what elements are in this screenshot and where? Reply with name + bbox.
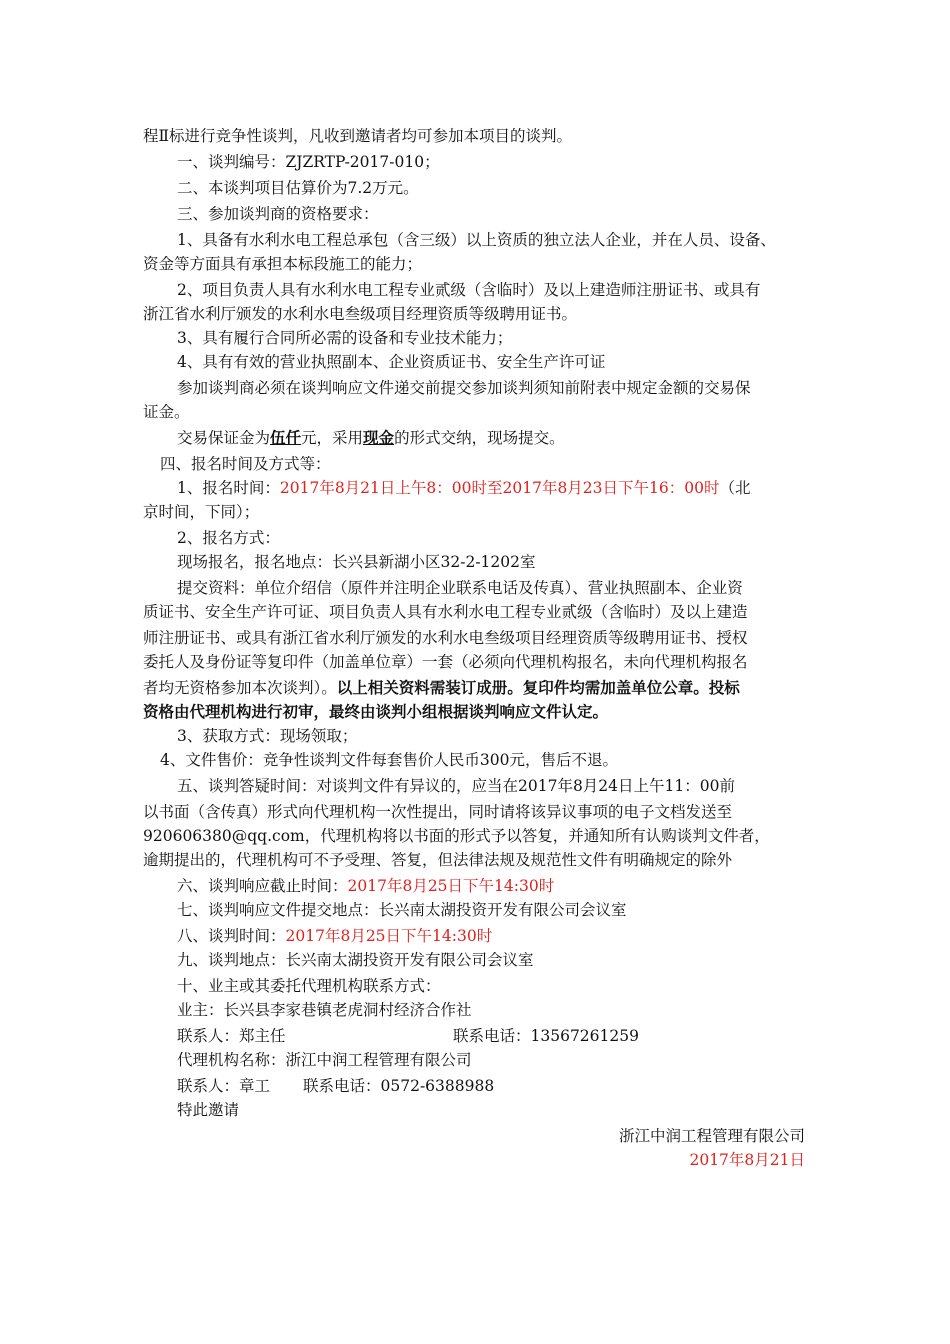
- deposit-text: 的形式交纳，现场提交。: [394, 429, 565, 447]
- deadline-value: 2017年8月25日下午14:30时: [347, 877, 555, 895]
- paragraph-line: 4、具有有效的营业执照副本、企业资质证书、安全生产许可证: [177, 353, 606, 371]
- paragraph-line: 九、谈判地点：长兴南太湖投资开发有限公司会议室: [177, 951, 534, 969]
- owner-line: 业主：长兴县李家巷镇老虎洞村经济合作社: [177, 1001, 472, 1019]
- paragraph-line: 资金等方面具有承担本标段施工的能力；: [143, 255, 423, 273]
- paragraph-line: 京时间，下同）；: [143, 503, 260, 521]
- paragraph-line: [143, 676, 740, 700]
- paragraph-line: 3、具有履行合同所必需的设备和专业技术能力；: [177, 329, 513, 347]
- contact-phone: 联系电话：0572-6388988: [303, 1077, 495, 1095]
- paragraph-line: 2、项目负责人具有水利水电工程专业贰级（含临时）及以上建造师注册证书、或具有: [177, 281, 761, 299]
- label-text: 六、谈判响应截止时间：: [177, 877, 348, 895]
- negotiation-time-value: 2017年8月25日下午14:30时: [285, 927, 493, 945]
- paragraph-line: 证金。: [143, 403, 190, 421]
- registration-place-line: 现场报名，报名地点：长兴县新湖小区32-2-1202室: [177, 553, 536, 571]
- section-heading: 三、参加谈判商的资格要求：: [177, 205, 379, 223]
- paragraph-line: 参加谈判商必须在谈判响应文件递交前提交参加谈判须知前附表中规定金额的交易保: [177, 379, 751, 397]
- paragraph-line: 1、具备有水利水电工程总承包（含三级）以上资质的独立法人企业，并在人员、设备、: [177, 231, 776, 249]
- owner-contact-line: [177, 1024, 639, 1048]
- paragraph-line: 七、谈判响应文件提交地点：长兴南太湖投资开发有限公司会议室: [177, 901, 627, 919]
- paragraph-line: 2、报名方式：: [177, 529, 280, 547]
- bold-notice: 以上相关资料需装订成册。复印件均需加盖单位公章。投标: [336, 678, 740, 697]
- paragraph-line: 浙江省水利厅颁发的水利水电叁级项目经理资质等级聘用证书。: [143, 305, 578, 323]
- contact-phone: 联系电话：13567261259: [453, 1027, 639, 1045]
- paragraph-line: 3、获取方式：现场领取；: [177, 727, 358, 745]
- bid-number-line: 一、谈判编号：ZJZRTP-2017-010；: [177, 153, 440, 171]
- email-line: 920606380@qq.com，代理机构将以书面的形式予以答复，并通知所有认购谈判文件者，: [143, 827, 770, 845]
- label-text: （北: [719, 479, 751, 497]
- paragraph-line: 逾期提出的，代理机构可不予受理、答复，但法律法规及规范性文件有明确规定的除外: [143, 851, 733, 869]
- label-text: 八、谈判时间：: [177, 927, 286, 945]
- deposit-amount: 伍仟: [270, 428, 302, 447]
- paragraph-line: 委托人及身份证等复印件（加盖单位章）一套（必须向代理机构报名，未向代理机构报名: [143, 653, 748, 671]
- paragraph-line: 以书面（含传真）形式向代理机构一次性提出，同时请将该异议事项的电子文档发送至: [143, 803, 733, 821]
- deadline-line: [177, 874, 554, 898]
- deposit-line: [177, 426, 565, 450]
- bold-notice: 资格由代理机构进行初审，最终由谈判小组根据谈判响应文件认定。: [143, 702, 609, 721]
- closing-line: 特此邀请: [177, 1101, 240, 1119]
- deposit-text: 交易保证金为: [177, 429, 271, 447]
- signature-company: 浙江中润工程管理有限公司: [618, 1127, 805, 1145]
- paragraph-line: 五、谈判答疑时间：对谈判文件有异议的，应当在2017年8月24日上午11：00前: [177, 777, 735, 795]
- registration-time-line: [177, 476, 751, 500]
- paragraph-line: 质证书、安全生产许可证、项目负责人具有水利水电工程专业贰级（含临时）及以上建造: [143, 603, 748, 621]
- agency-contact-line: [177, 1074, 494, 1098]
- paragraph-line: 师注册证书、或具有浙江省水利厅颁发的水利水电叁级项目经理资质等级聘用证书、授权: [143, 629, 748, 647]
- label-text: 1、报名时间：: [177, 479, 280, 497]
- paragraph-line: 提交资料：单位介绍信（原件并注明企业联系电话及传真）、营业执照副本、企业资: [177, 579, 743, 597]
- negotiation-time-line: [177, 924, 492, 948]
- paragraph-line: 程Ⅱ标进行竞争性谈判，凡收到邀请者均可参加本项目的谈判。: [143, 127, 573, 145]
- estimate-line: 二、本谈判项目估算价为7.2万元。: [177, 179, 419, 197]
- plain-text: 者均无资格参加本次谈判）。: [143, 679, 337, 697]
- price-line: 4、文件售价：竞争性谈判文件每套售价人民币300元，售后不退。: [160, 751, 618, 769]
- contact-person: 联系人：章工: [177, 1077, 271, 1095]
- section-heading: 四、报名时间及方式等：: [160, 455, 331, 473]
- deposit-text: 元，采用: [301, 429, 364, 447]
- agency-line: 代理机构名称：浙江中润工程管理有限公司: [177, 1051, 472, 1069]
- registration-time-value: 2017年8月21日上午8：00时至2017年8月23日下午16：00时: [279, 479, 720, 497]
- section-heading: 十、业主或其委托代理机构联系方式：: [177, 977, 441, 995]
- contact-person: 联系人：郑主任: [177, 1027, 286, 1045]
- deposit-method: 现金: [363, 428, 395, 447]
- signature-date: 2017年8月21日: [689, 1151, 805, 1169]
